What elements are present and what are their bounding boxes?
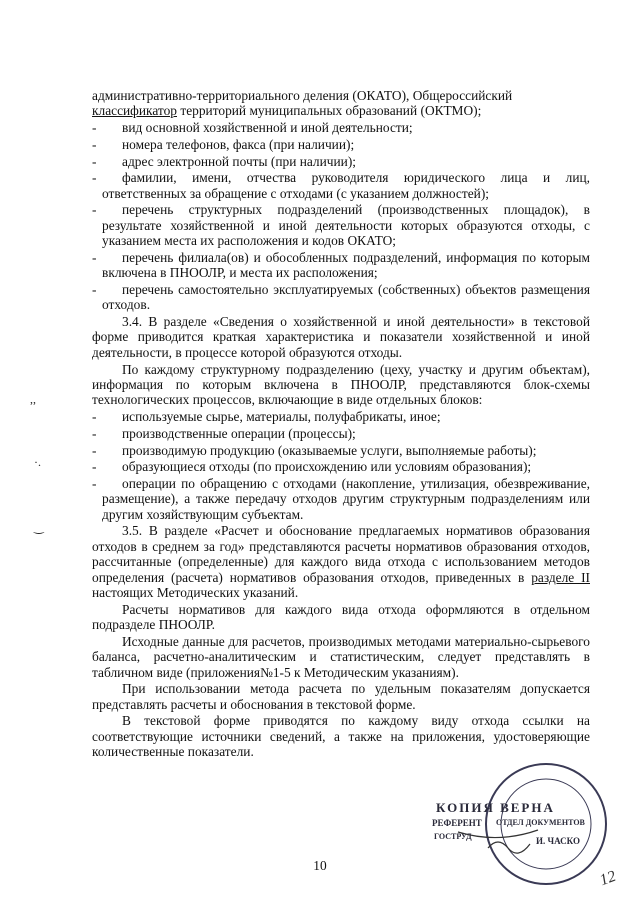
list-item — [92, 154, 590, 169]
list-dash: - — [92, 153, 97, 169]
list-item-text: перечень самостоятельно эксплуатируемых (собственных) объектов размещения отходов. — [102, 281, 590, 313]
list-dash: - — [92, 202, 97, 218]
paragraph-classifiers — [92, 88, 590, 119]
list-item-text: операции по обращению с отходами (накопление, утилизация, обезвреживание, размещение), а также передачу отходов другим структурным подразделениям или другим хозяйствующим субъектам. — [102, 475, 590, 522]
list-item-text: перечень филиала(ов) и обособленных подразделений, информация по которым включена в ПНООЛР, и места их расположения; — [102, 249, 590, 281]
text-line: территорий муниципальных образований (ОКТМО); — [177, 103, 482, 119]
stamp-referent: РЕФЕРЕНТ — [432, 818, 482, 828]
paragraph-3-4: 3.4. В разделе «Сведения о хозяйственной и иной деятельности» в текстовой форме приводится краткая характеристика и показатели хозяйственной и иной деятельности, в процессе которой образуются отходы. — [92, 314, 590, 360]
list-dash: - — [92, 409, 97, 425]
section-reference-link[interactable]: разделе II — [531, 569, 590, 585]
list-dash: - — [92, 249, 97, 265]
stamp-line: ГОСТРУД — [434, 832, 472, 841]
list-item — [92, 409, 590, 424]
list-dash: - — [92, 442, 97, 458]
list-item — [92, 170, 590, 201]
paragraph-source-data: Исходные данные для расчетов, производимых методами материально-сырьевого баланса, расчетно-аналитическим и статистическим, следует представлять в табличном виде (приложения№1-5 к Методическим указаниям). — [92, 633, 590, 680]
list-item-text: вид основной хозяйственной и иной деятельности; — [122, 120, 413, 136]
margin-mark: ,, — [30, 392, 36, 406]
list-dash: - — [92, 281, 97, 297]
list-item-text: адрес электронной почты (при наличии); — [122, 153, 357, 169]
list-item-text: используемые сырье, материалы, полуфабрикаты, иное; — [122, 409, 441, 425]
stamp-copy-verified: КОПИЯ ВЕРНА — [436, 800, 555, 815]
list-dash: - — [92, 136, 97, 152]
list-item — [92, 426, 590, 441]
list-dash: - — [92, 475, 97, 491]
paragraph-3-5 — [92, 523, 590, 600]
list-item — [92, 137, 590, 152]
list-item — [92, 459, 590, 474]
list-dash: - — [92, 459, 97, 475]
list-item — [92, 443, 590, 458]
document-text — [92, 88, 590, 761]
margin-mark: ·. — [34, 455, 41, 469]
list-dash: - — [92, 170, 97, 186]
paragraph-calc-norms: Расчеты нормативов для каждого вида отхода оформляются в отдельном подразделе ПНООЛР. — [92, 601, 590, 633]
list-item — [92, 250, 590, 281]
list-item — [92, 282, 590, 313]
paragraph-specific-indicators: При использовании метода расчета по удельным показателям допускается представлять расчеты и обоснования в текстовой форме. — [92, 681, 590, 712]
list-item-text: производственные операции (процессы); — [122, 425, 356, 441]
text-line: 3.5. В разделе «Расчет и обоснование предлагаемых нормативов образования отходов в среднем за год» представляются расчеты нормативов образования отходов, рассчитанные (определенные) для каждого вида отхода с использованием методов определения (расчета) нормативов образования отходов, приведенных в — [92, 523, 590, 585]
list-item-text: фамилии, имени, отчества руководителя юридического лица и лиц, ответственных за обращение с отходами (с указанием должностей); — [102, 170, 590, 201]
list-item-text: производимую продукцию (оказываемые услуги, выполняемые работы); — [122, 442, 537, 458]
underlined-term: классификатор — [92, 103, 177, 119]
paragraph-references: В текстовой форме приводятся по каждому виду отхода ссылки на соответствующие источники сведений, а также на приложения, удостоверяющие количественные показатели. — [92, 713, 590, 760]
list-item — [92, 476, 590, 522]
list-item-text: перечень структурных подразделений (производственных площадок), в результате хозяйственной и иной деятельности которых образуются отходы, с указанием места их расположения и кодов ОКАТО; — [102, 202, 590, 249]
paragraph-block-schemes: По каждому структурному подразделению (цеху, участку и другим объектам), информация по которым включена в ПНООЛР, представляются блок-схемы технологических процессов, включающие в виде отдельных блоков: — [92, 361, 590, 408]
text-line: административно-территориального деления (ОКАТО), Общероссийский — [92, 88, 513, 103]
certification-stamp — [428, 752, 614, 892]
list-dash: - — [92, 120, 97, 136]
corner-handwritten-mark: 12 — [597, 867, 619, 890]
list-item — [92, 120, 590, 135]
stamp-department: ОТДЕЛ ДОКУМЕНТОВ — [496, 818, 585, 827]
list-item — [92, 202, 590, 248]
text-line: настоящих Методических указаний. — [92, 585, 299, 601]
stamp-signatory: И. ЧАСКО — [536, 836, 580, 846]
list-item-text: образующиеся отходы (по происхождению или условиям образования); — [122, 459, 532, 475]
list-dash: - — [92, 425, 97, 441]
margin-mark: ‿ — [34, 520, 44, 534]
page-number: 10 — [313, 858, 327, 873]
list-item-text: номера телефонов, факса (при наличии); — [122, 136, 355, 152]
